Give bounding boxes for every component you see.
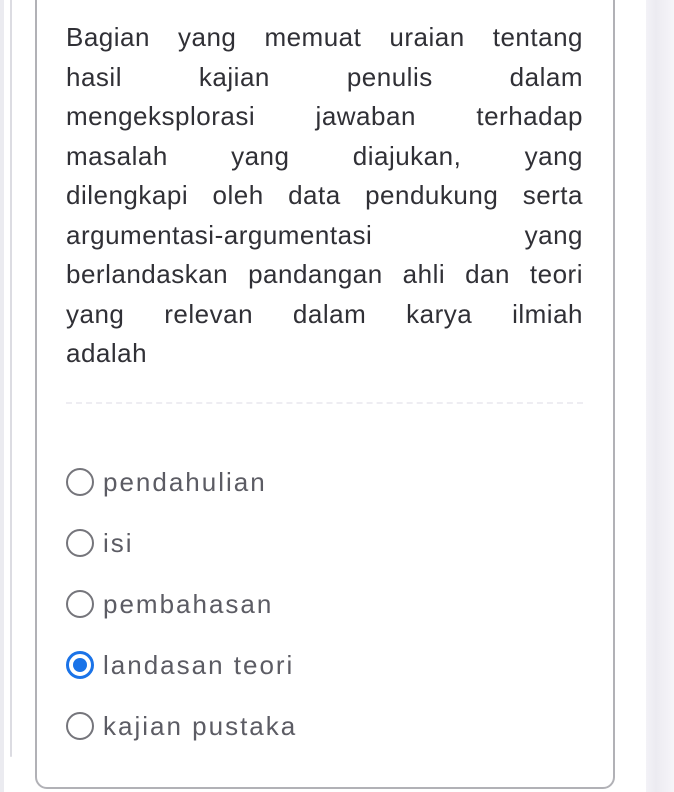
question-line: yang relevan dalam karya ilmiah bbox=[66, 298, 583, 329]
question-line: mengeksplorasi jawaban terhadap bbox=[66, 101, 583, 131]
previous-card-edge bbox=[10, 0, 12, 757]
page-edge-right bbox=[646, 0, 674, 792]
option-row[interactable] bbox=[66, 712, 583, 740]
question-line: dilengkapi oleh data pendukung serta bbox=[66, 180, 583, 210]
option-label: isi bbox=[103, 527, 134, 558]
question-card bbox=[35, 0, 615, 789]
option-label: kajian pustaka bbox=[103, 710, 298, 741]
option-row[interactable] bbox=[66, 529, 583, 557]
question-line: masalah yang diajukan, yang bbox=[66, 140, 583, 171]
option-label: landasan teori bbox=[103, 649, 295, 680]
page-edge-left bbox=[0, 0, 4, 792]
option-label: pembahasan bbox=[103, 588, 274, 619]
radio-icon[interactable] bbox=[66, 468, 94, 496]
radio-icon[interactable] bbox=[66, 712, 94, 740]
option-row[interactable] bbox=[66, 590, 583, 618]
question-line: hasil kajian penulis dalam bbox=[66, 61, 583, 92]
options-list bbox=[66, 468, 583, 740]
question-line: argumentasi-argumentasi yang bbox=[66, 219, 583, 250]
option-row[interactable] bbox=[66, 651, 583, 679]
radio-icon[interactable] bbox=[66, 590, 94, 618]
option-label: pendahulian bbox=[103, 466, 267, 497]
question-line: Bagian yang memuat uraian tentang bbox=[66, 22, 583, 52]
question-divider bbox=[66, 402, 583, 404]
option-row[interactable] bbox=[66, 468, 583, 496]
radio-selected-icon[interactable] bbox=[66, 651, 94, 679]
radio-icon[interactable] bbox=[66, 529, 94, 557]
question-line: berlandaskan pandangan ahli dan teori bbox=[66, 259, 583, 289]
question-text bbox=[66, 18, 583, 374]
question-line: adalah bbox=[66, 338, 148, 368]
